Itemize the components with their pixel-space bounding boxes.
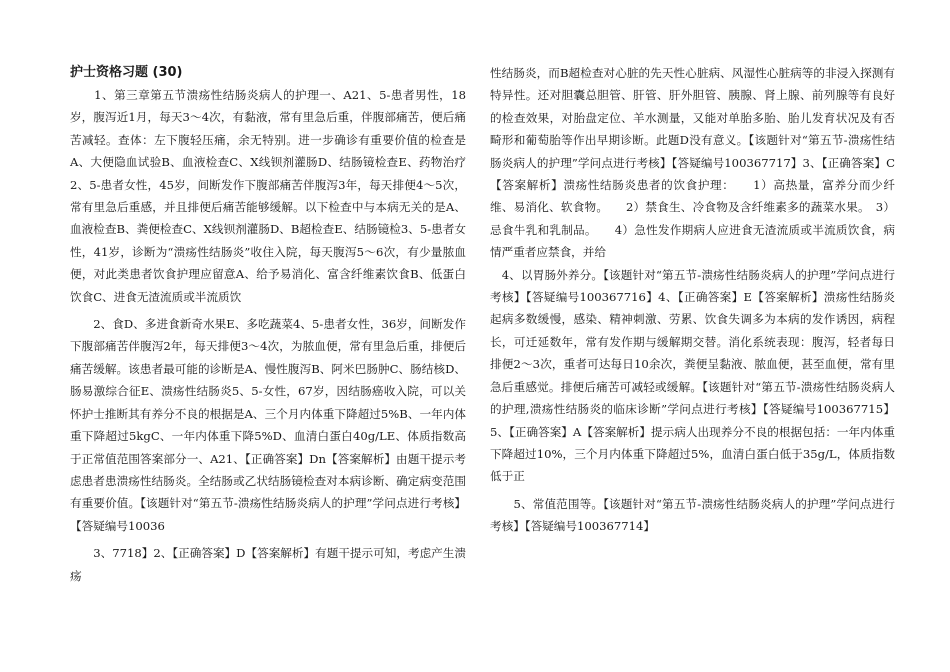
left-paragraph-3: 3、7718】2、【正确答案】D【答案解析】有题干提示可知，考虑产生溃疡 [70,546,466,583]
document-title: 护士资格习题 (30) [70,65,183,80]
right-column [490,62,895,538]
right-paragraph-3: 5、常值范围等。【该题针对“第五节-溃疡性结肠炎病人的护理”学问点进行考核】【答疑编号100367714】 [490,496,895,534]
right-paragraph-2: 4、以胃肠外养分。【该题针对“第五节-溃疡性结肠炎病人的护理”学问点进行考核】【答疑编号100367716】4、【正确答案】E【答案解析】溃疡性结肠炎起病多数缓慢，感染、精神刺激、劳累、饮食失调多为本病的发作诱因，病程长，可迁延数年，常有发作期与缓解期交替。消化系统表现：腹泻，轻者每日排便2～3次，重者可达每日10余次，粪便呈黏液、脓血便，甚至血便，常有里急后重感觉。排便后痛苦可减轻或缓解。【该题针对“第五节-溃疡性结肠炎病人的护理,溃疡性结肠炎的临床诊断”学问点进行考核】【答疑编号100367715】5、【正确答案】A【答案解析】提示病人出现养分不良的根据包括：一年内体重下降超过10%，三个月内体重下降超过5%，血清白蛋白低于35g/L，体质指数低于正 [490,267,895,484]
left-paragraph-2: 2、食D、多进食新奇水果E、多吃蔬菜4、5-患者女性，36岁，间断发作下腹部痛苦伴腹泻2年，每天排便3～4次，为脓血便，常有里急后重，排便后痛苦缓解。该患者最可能的诊断是A、慢性腹泻B、阿米巴肠肿C、肠结核D、肠易激综合征E、溃疡性结肠炎5、5-女性，67岁，因结肠癌收入院，可以关怀护士推断其有养分不良的根据是A、三个月内体重下降超过5%B、一年内体重下降超过5kgC、一年内体重下降5%D、血清白蛋白40g/LE、体质指数高于正常值范围答案部分一、A21、【正确答案】Dn【答案解析】由题干提示考虑患者患溃疡性结肠炎。全结肠或乙状结肠镜检查对本病诊断、确定病变范围有重要价值。【该题针对“第五节-溃疡性结肠炎病人的护理”学问点进行考核】【答疑编号10036 [70,317,466,533]
right-paragraph-1: 性结肠炎，而B超检查对心脏的先天性心脏病、风湿性心脏病等的非浸入探测有特异性。还对胆囊总胆管、肝管、肝外胆管、胰腺、肾上腺、前列腺等有良好的检查效果，对胎盘定位、羊水测量，又能对单胎多胎、胎儿发育状况及有否畸形和葡萄胎等作出早期诊断。此题D没有意义。【该题针对“第五节-溃疡性结肠炎病人的护理”学问点进行考核】【答疑编号100367717】3、【正确答案】C【答案解析】溃疡性结肠炎患者的饮食护理： 1）高热量，富养分而少纤维、易消化、软食物。 2）禁食生、冷食物及含纤维素多的蔬菜水果。 3）忌食牛乳和乳制品。 4）急性发作期病人应进食无渣流质或半流质饮食，病情严重者应禁食，并给 [490,66,895,260]
left-column [70,62,466,587]
left-paragraph-1: 1、第三章第五节溃疡性结肠炎病人的护理一、A21、5-患者男性，18岁，腹泻近1月，每天3～4次，有黏液，常有里急后重，伴腹部痛苦，便后痛苦减轻。查体：左下腹轻压痛，余无特别。进一步确诊有重要价值的检查是A、大便隐血试验B、血液检查C、X线钡剂灌肠D、结肠镜检查E、药物治疗2、5-患者女性，45岁，间断发作下腹部痛苦伴腹泻3年，每天排便4～5次，常有里急后重感，并且排便后痛苦能够缓解。以下检查中与本病无关的是A、血液检查B、粪便检查C、X线钡剂灌肠D、B超检查E、结肠镜检3、5-患者女性，41岁，诊断为“溃疡性结肠炎”收住入院，每天腹泻5～6次，有少量脓血便，对此类患者饮食护理应留意A、给予易消化、富含纤维素饮食B、低蛋白饮食C、进食无渣流质或半流质饮 [70,88,466,304]
